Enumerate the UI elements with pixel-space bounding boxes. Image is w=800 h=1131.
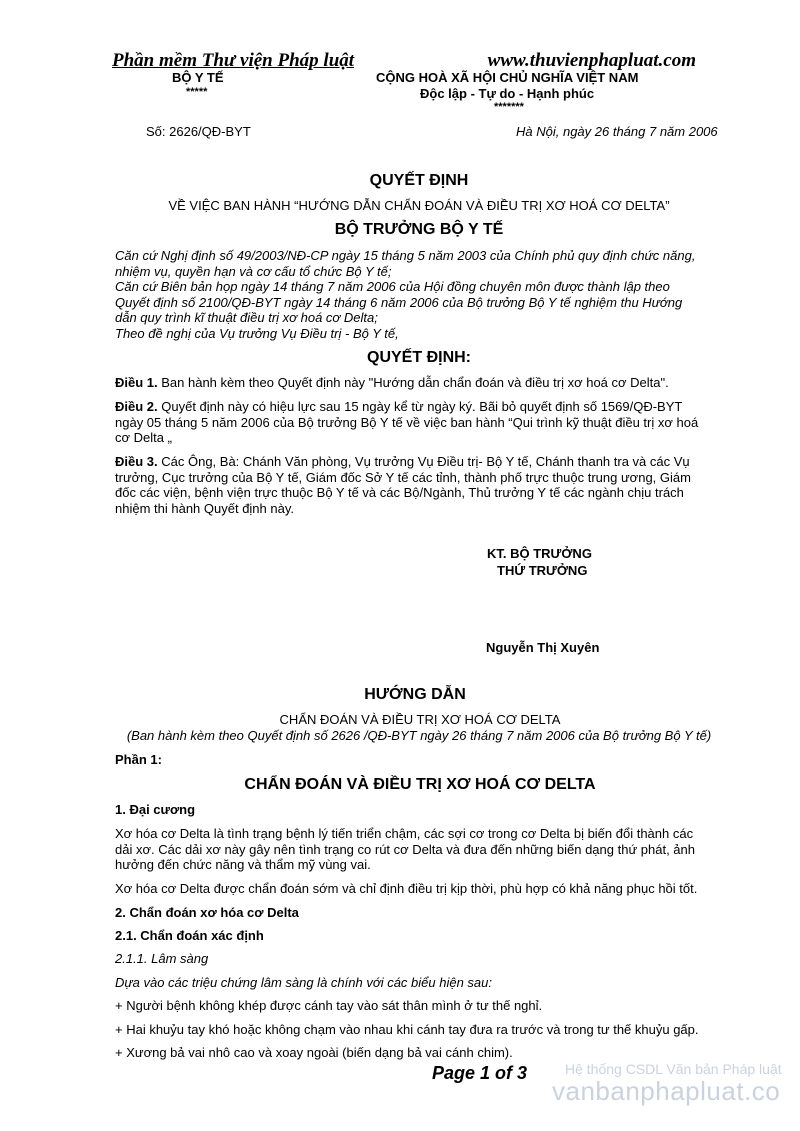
article-text: đốc các viện, bệnh viện trực thuộc Bộ Y tế và các Bộ/Ngành, Thủ trưởng Y tế các ngành chịu trách [115, 485, 684, 500]
section-2-heading: 2. Chẩn đoán xơ hóa cơ Delta [115, 905, 299, 920]
section-1-paragraph [115, 826, 755, 873]
article-label: Điều 2. [115, 399, 158, 414]
place-date: Hà Nội, ngày 26 tháng 7 năm 2006 [516, 124, 718, 139]
site-name: Phần mềm Thư viện Pháp luật [112, 50, 355, 71]
signature-line1: KT. BỘ TRƯỞNG [487, 546, 592, 561]
article-label: Điều 3. [115, 454, 158, 469]
article-text: Quyết định này có hiệu lực sau 15 ngày kể từ ngày ký. Bãi bỏ quyết định số 1569/QĐ-BYT [161, 399, 683, 414]
article-text: Ban hành kèm theo Quyết định này "Hướng dẫn chẩn đoán và điều trị xơ hoá cơ Delta". [161, 375, 669, 390]
paragraph-line: Xơ hóa cơ Delta là tình trạng bệnh lý tiến triển chậm, các sợi cơ trong cơ Delta bị biến đổi thành các [115, 826, 694, 841]
article-text: Các Ông, Bà: Chánh Văn phòng, Vụ trưởng Vụ Điều trị- Bộ Y tế, Chánh thanh tra và các Vụ [161, 454, 690, 469]
article-text: nhiệm thi hành Quyết định này. [115, 500, 294, 516]
article-label: Điều 1. [115, 375, 158, 390]
preamble-line: dẫn quy trình kĩ thuật điều trị xơ hoá cơ Delta; [115, 310, 378, 325]
guide-title-wrap [0, 686, 800, 704]
site-header [112, 50, 696, 72]
decides-wrap [0, 349, 800, 367]
doc-title: QUYẾT ĐỊNH [369, 172, 469, 189]
article-text: cơ Delta „ [115, 430, 172, 445]
section-2-1-1-heading: 2.1.1. Lâm sàng [115, 951, 209, 966]
guide-subtitle: CHẨN ĐOÁN VÀ ĐIỀU TRỊ XƠ HOÁ CƠ DELTA [279, 712, 561, 727]
agency-name: BỘ Y TẾ [172, 70, 224, 85]
nation-motto: Độc lập - Tự do - Hạnh phúc [420, 86, 595, 101]
site-url[interactable]: www.thuvienphapluat.com [487, 50, 696, 71]
agency-stars: ***** [186, 86, 208, 98]
nation-title: CỘNG HOÀ XÃ HỘI CHỦ NGHĨA VIỆT NAM [376, 70, 639, 85]
decides-heading: QUYẾT ĐỊNH: [367, 349, 471, 366]
preamble-line: Theo đề nghị của Vụ trưởng Vụ Điều trị - Bộ Y tế, [115, 325, 399, 341]
article-1 [115, 375, 755, 391]
nation-stars: ******* [494, 101, 524, 113]
article-2 [115, 399, 755, 446]
article-text: ngày 05 tháng 5 năm 2006 của Bộ trưởng Bộ Y tế về việc ban hành “Qui trình kỹ thuật điều trị xơ hoá [115, 414, 699, 430]
paragraph-line: hưởng đến chức năng và thẩm mỹ vùng vai. [115, 857, 371, 872]
watermark-top: Hệ thống CSDL Văn bản Pháp luật [565, 1061, 782, 1077]
bullet-item: + Hai khuỷu tay khó hoặc không chạm vào nhau khi cánh tay đưa ra trước và trong tư thế khuỷu gấp. [115, 1022, 699, 1037]
article-3 [115, 454, 755, 516]
guide-title: HƯỚNG DẪN [364, 686, 466, 703]
preamble-line: Căn cứ Biên bản họp ngày 14 tháng 7 năm 2006 của Hội đồng chuyên môn được thành lập theo [115, 279, 670, 294]
authority: BỘ TRƯỞNG BỘ Y TẾ [334, 221, 504, 238]
doc-subject: VỀ VIỆC BAN HÀNH “HƯỚNG DẪN CHẨN ĐOÁN VÀ ĐIỀU TRỊ XƠ HOÁ CƠ DELTA” [168, 198, 670, 213]
preamble [115, 248, 755, 341]
paragraph-line: dải xơ. Các dải xơ này gây nên tình trạng co rút cơ Delta và đưa đến những biến dạng thứ phát, ảnh [115, 841, 695, 857]
signature-line2: THỨ TRƯỞNG [497, 563, 588, 578]
part-title: CHẨN ĐOÁN VÀ ĐIỀU TRỊ XƠ HOÁ CƠ DELTA [244, 776, 596, 793]
section-1-paragraph-2: Xơ hóa cơ Delta được chẩn đoán sớm và chỉ định điều trị kịp thời, phù hợp có khả năng phục hồi tốt. [115, 881, 698, 896]
article-text: trưởng, Cục trưởng của Bộ Y tế, Giám đốc Sở Y tế các tỉnh, thành phố trực thuộc trung ương, Giám [115, 469, 691, 485]
part-title-wrap [0, 776, 800, 794]
section-1-heading: 1. Đại cương [115, 802, 196, 817]
section-2-1-heading: 2.1. Chẩn đoán xác định [115, 928, 264, 943]
watermark-bottom: vanbanphapluat.co [552, 1076, 781, 1106]
guide-issued-note: (Ban hành kèm theo Quyết định số 2626 /QĐ-BYT ngày 26 tháng 7 năm 2006 của Bộ trưởng Bộ Y tế) [126, 728, 712, 743]
preamble-line: Quyết định số 2100/QĐ-BYT ngày 14 tháng 6 năm 2006 của Bộ trưởng Bộ Y tế nghiệm thu Hướng [115, 294, 683, 310]
authority-wrap [0, 221, 800, 239]
bullet-item: + Xương bả vai nhô cao và xoay ngoài (biến dạng bả vai cánh chim). [115, 1045, 513, 1060]
preamble-line: nhiệm vụ, quyền hạn và cơ cấu tổ chức Bộ Y tế; [115, 263, 392, 279]
signer-name: Nguyễn Thị Xuyên [486, 640, 600, 655]
doc-number: Số: 2626/QĐ-BYT [146, 124, 251, 139]
bullet-item: + Người bệnh không khép được cánh tay vào sát thân mình ở tư thế nghỉ. [115, 998, 543, 1013]
preamble-line: Căn cứ Nghị định số 49/2003/NĐ-CP ngày 15 tháng 5 năm 2003 của Chính phủ quy định chức năng, [115, 248, 696, 263]
page-indicator: Page 1 of 3 [432, 1063, 528, 1083]
section-2-1-1-intro: Dựa vào các triệu chứng lâm sàng là chính với các biểu hiện sau: [115, 975, 492, 990]
doc-title-wrap [0, 172, 800, 190]
part-label: Phần 1: [115, 752, 162, 767]
